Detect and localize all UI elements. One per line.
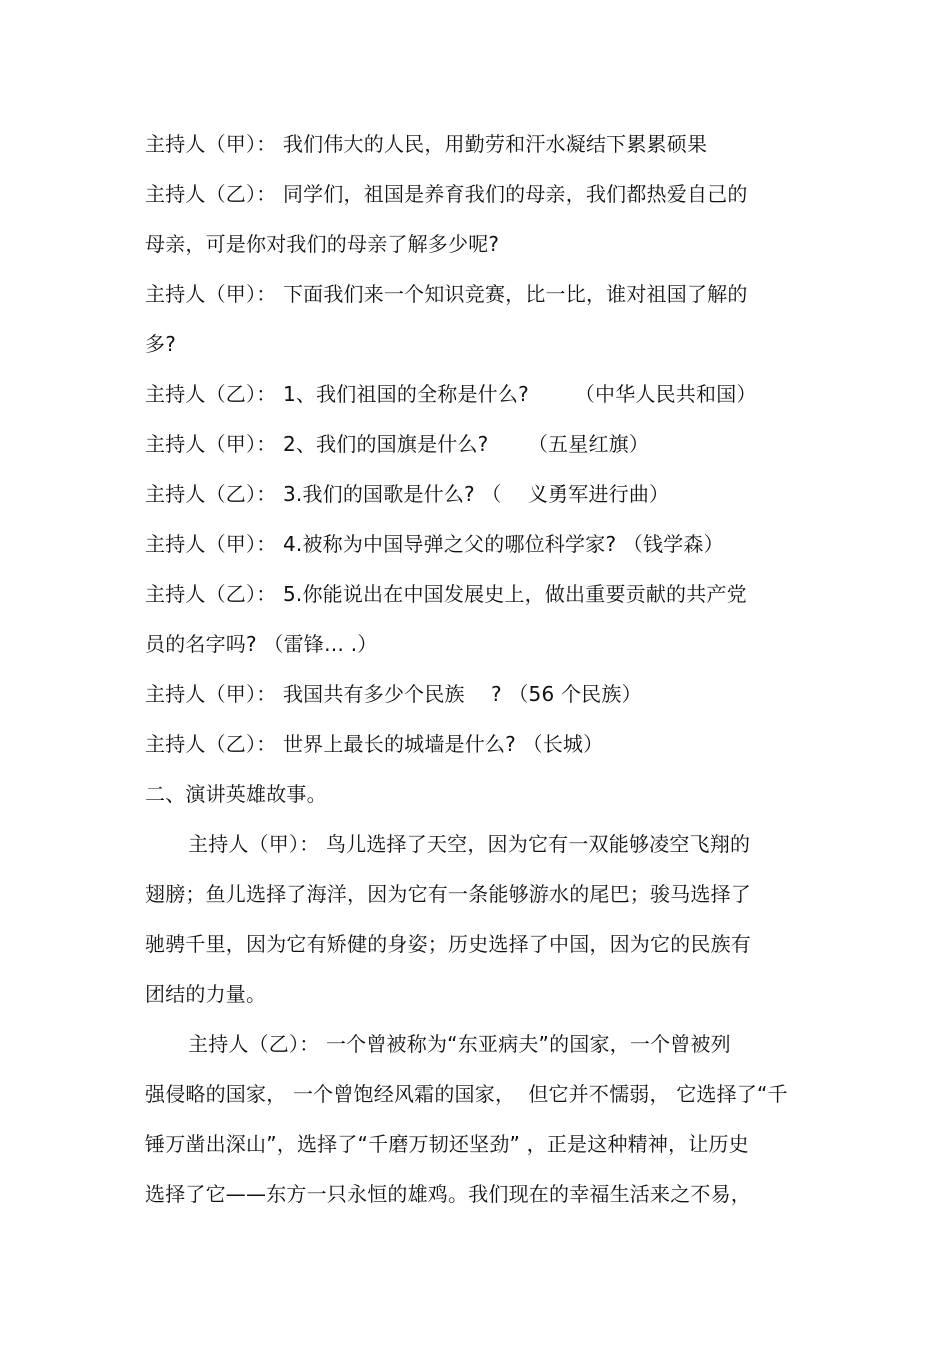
text-line: 主持人（乙）： 3.我们的国歌是什么? （ 义勇军进行曲） — [145, 482, 670, 506]
text-line: 主持人（甲）： 4.被称为中国导弹之父的哪位科学家? （钱学森） — [145, 532, 724, 556]
text-line: 锤万凿出深山”，选择了“千磨万韧还坚劲” ，正是这种精神，让历史 — [145, 1132, 749, 1156]
text-line: 翅膀；鱼儿选择了海洋，因为它有一条能够游水的尾巴；骏马选择了 — [145, 882, 751, 906]
text-line: 主持人（甲）： 下面我们来一个知识竞赛，比一比，谁对祖国了解的 — [145, 282, 748, 306]
text-line: 主持人（甲）： 我国共有多少个民族 ? （56 个民族） — [145, 682, 642, 706]
text-line: 强侵略的国家， 一个曾饱经风霜的国家， 但它并不懦弱， 它选择了“千 — [145, 1082, 788, 1106]
text-line: 母亲，可是你对我们的母亲了解多少呢? — [145, 232, 500, 256]
text-line: 多? — [145, 332, 177, 356]
text-line: 主持人（乙）： 世界上最长的城墙是什么? （长城） — [145, 732, 604, 756]
paragraph-start: 主持人（乙）： 一个曾被称为“东亚病夫”的国家，一个曾被列 — [188, 1032, 731, 1056]
text-line: 团结的力量。 — [145, 982, 267, 1006]
paragraph-start: 主持人（甲）： 鸟儿选择了天空，因为它有一双能够凌空飞翔的 — [188, 832, 751, 856]
text-line: 主持人（乙）： 1、我们祖国的全称是什么? （中华人民共和国） — [145, 382, 757, 406]
text-line: 主持人（甲）： 我们伟大的人民，用勤劳和汗水凝结下累累硕果 — [145, 132, 708, 156]
text-line: 员的名字吗? （雷锋… .） — [145, 632, 378, 656]
text-line: 主持人（甲）： 2、我们的国旗是什么? （五星红旗） — [145, 432, 650, 456]
text-line: 主持人（乙）： 同学们，祖国是养育我们的母亲，我们都热爱自己的 — [145, 182, 748, 206]
section-heading: 二、演讲英雄故事。 — [145, 782, 327, 806]
text-line: 驰骋千里，因为它有矫健的身姿；历史选择了中国，因为它的民族有 — [145, 932, 751, 956]
text-line: 主持人（乙）： 5.你能说出在中国发展史上，做出重要贡献的共产党 — [145, 582, 747, 606]
text-line: 选择了它——东方一只永恒的雄鸡。我们现在的幸福生活来之不易， — [145, 1182, 751, 1206]
